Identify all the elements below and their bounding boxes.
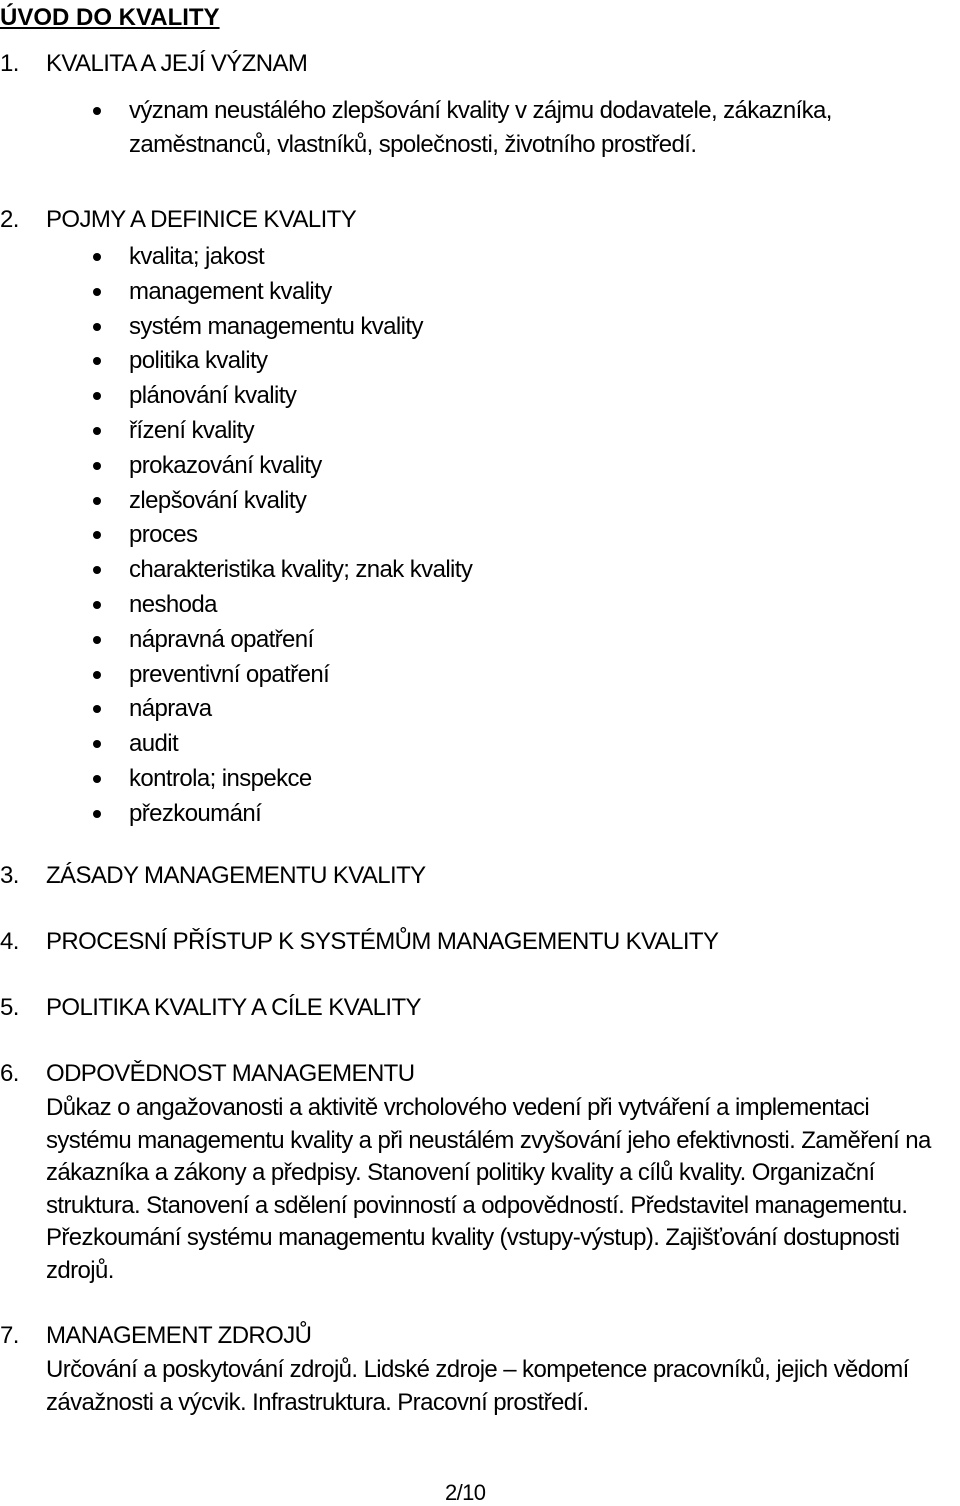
list-item: kontrola; inspekce [0, 762, 960, 797]
section-6-paragraph: Důkaz o angažovanosti a aktivitě vrcholového vedení při vytváření a implementaci systému managementu kvality a při neustálém zvyšování jeho efektivnosti. Zaměření na zákazníka a zákony a předpisy. Stanovení politiky kvality a cílů kvality. Organizační struktura. Stanovení a sdělení povinností a odpovědností. Představitel managementu. Přezkoumání systému managementu kvality (vstupy-výstup). Zajišťování dostupnosti zdrojů. [46, 1094, 931, 1284]
list-item: řízení kvality [0, 414, 960, 449]
page-number: 2/10 [445, 1480, 486, 1505]
section-5-heading [0, 994, 960, 1024]
section-7-paragraph: Určování a poskytování zdrojů. Lidské zdroje – kompetence pracovníků, jejich vědomí závažnosti a výcvik. Infrastruktura. Pracovní prostředí. [46, 1356, 909, 1416]
list-item: náprava [0, 692, 960, 727]
section-title: MANAGEMENT ZDROJŮ [46, 1322, 312, 1349]
section-number: 6. [0, 1060, 19, 1087]
bullet-icon [93, 357, 101, 365]
list-item: plánování kvality [0, 379, 960, 414]
document-title: ÚVOD DO KVALITY [0, 4, 220, 31]
list-item: audit [0, 727, 960, 762]
bullet-icon [93, 740, 101, 748]
list-item: prokazování kvality [0, 449, 960, 484]
bullet-icon [93, 775, 101, 783]
bullet-icon [93, 323, 101, 331]
section-3-heading [0, 862, 960, 892]
section-number: 3. [0, 862, 19, 889]
list-item: management kvality [0, 275, 960, 310]
section-6-heading [0, 1060, 960, 1090]
section-number: 4. [0, 928, 19, 955]
bullet-icon [93, 497, 101, 505]
list-item: systém managementu kvality [0, 310, 960, 345]
section-title: POLITIKA KVALITY A CÍLE KVALITY [46, 994, 421, 1021]
bullet-icon [93, 253, 101, 261]
bullet-icon [93, 392, 101, 400]
bullet-icon [93, 107, 101, 115]
section-7-heading [0, 1322, 960, 1352]
bullet-icon [93, 671, 101, 679]
list-item: nápravná opatření [0, 623, 960, 658]
bullet-icon [93, 427, 101, 435]
bullet-icon [93, 636, 101, 644]
section-1-heading [0, 50, 960, 80]
list-item: zlepšování kvality [0, 484, 960, 519]
section-title: PROCESNÍ PŘÍSTUP K SYSTÉMŮM MANAGEMENTU KVALITY [46, 928, 719, 955]
list-item: neshoda [0, 588, 960, 623]
bullet-icon [93, 531, 101, 539]
list-item: přezkoumání [0, 797, 960, 832]
list-item: proces [0, 518, 960, 553]
bullet-icon [93, 705, 101, 713]
section-number: 5. [0, 994, 19, 1021]
section-2-heading [0, 206, 960, 236]
bullet-icon [93, 288, 101, 296]
bullet-icon [93, 810, 101, 818]
section-title: ODPOVĚDNOST MANAGEMENTU [46, 1060, 415, 1087]
bullet-icon [93, 566, 101, 574]
section-number: 2. [0, 206, 19, 233]
section-4-heading [0, 928, 960, 958]
list-item: politika kvality [0, 344, 960, 379]
section-number: 1. [0, 50, 19, 77]
section-title: KVALITA A JEJÍ VÝZNAM [46, 50, 308, 77]
bullet-icon [93, 462, 101, 470]
section-title: ZÁSADY MANAGEMENTU KVALITY [46, 862, 426, 889]
definitions-list [0, 240, 960, 832]
list-item: preventivní opatření [0, 658, 960, 693]
list-item: význam neustálého zlepšování kvality v zájmu dodavatele, zákazníka, zaměstnanců, vlastníků, společnosti, životního prostředí. [129, 97, 832, 158]
list-item: kvalita; jakost [0, 240, 960, 275]
bullet-icon [93, 601, 101, 609]
section-number: 7. [0, 1322, 19, 1349]
section-title: POJMY A DEFINICE KVALITY [46, 206, 357, 233]
list-item: charakteristika kvality; znak kvality [0, 553, 960, 588]
